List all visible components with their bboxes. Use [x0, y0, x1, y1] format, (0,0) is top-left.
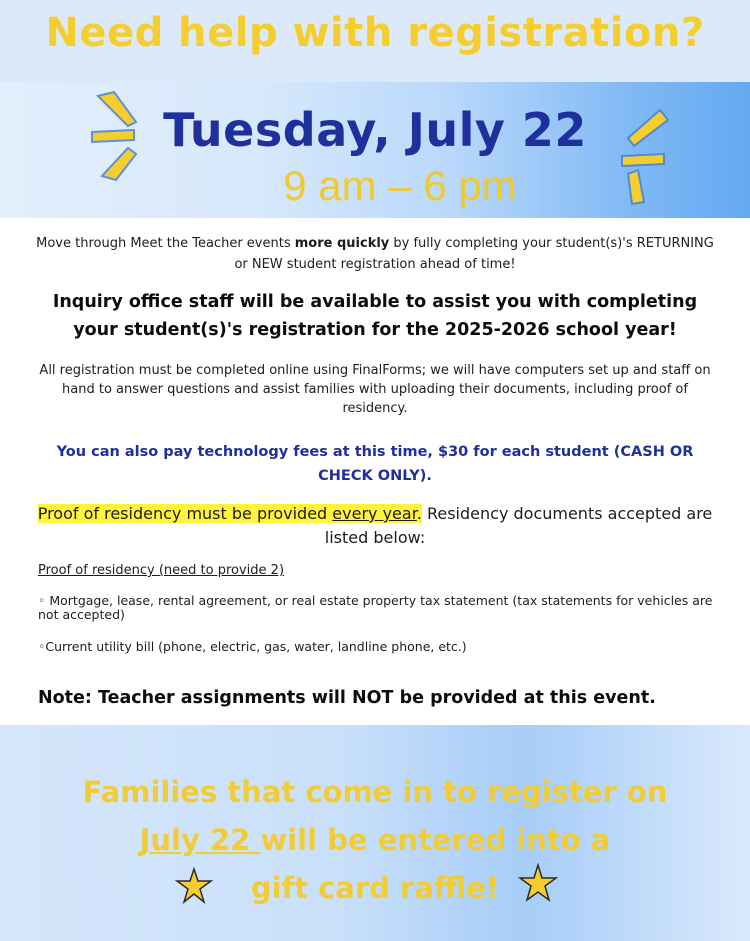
raffle-date: July 22	[139, 823, 261, 857]
residency-text	[30, 502, 720, 550]
note-text: Note: Teacher assignments will NOT be provided at this event.	[38, 688, 656, 708]
intro-text	[30, 233, 720, 275]
list-item: ◦ Mortgage, lease, rental agreement, or real estate property tax statement (tax statements for vehicles are not accepted)	[38, 593, 713, 622]
star-right-icon	[516, 862, 560, 904]
online-registration-text: All registration must be completed online using FinalForms; we will have computers set up and staff on hand to answer questions and assist families with uploading their documents, including proof of residency.	[39, 363, 711, 416]
inquiry-text: Inquiry office staff will be available to assist you with completing your student(s)'s registration for the 2025-2026 school year!	[52, 292, 698, 340]
technology-fees-text: You can also pay technology fees at this time, $30 for each student (CASH OR CHECK ONLY).	[56, 444, 694, 484]
intro-part-2: by fully completing your student(s)'s RETURNING or NEW student registration ahead of time!	[234, 236, 714, 272]
star-left-icon	[174, 866, 214, 906]
event-date: Tuesday, July 22	[163, 103, 587, 157]
intro-part-1: Move through Meet the Teacher events	[36, 236, 295, 251]
residency-highlight-part-1: Proof of residency must be provided	[37, 504, 333, 523]
raffle-line-1: Families that come in to register on	[82, 775, 668, 809]
raffle-line-2	[0, 816, 750, 864]
raffle-text	[0, 768, 750, 912]
raffle-line-2-rest: will be entered into a	[260, 823, 611, 857]
residency-highlight	[38, 504, 422, 523]
every-year-text: every year	[332, 504, 417, 523]
raffle-line-3: gift card raffle!	[250, 871, 500, 905]
page-title: Need help with registration?	[45, 10, 705, 56]
proof-heading: Proof of residency (need to provide 2)	[38, 563, 285, 578]
intro-bold: more quickly	[294, 236, 390, 251]
residency-highlight-part-3: .	[416, 504, 422, 523]
list-item: ◦Current utility bill (phone, electric, gas, water, landline phone, etc.)	[38, 639, 467, 654]
residency-rest: Residency documents accepted are listed below:	[324, 504, 713, 547]
event-time: 9 am – 6 pm	[283, 162, 517, 209]
